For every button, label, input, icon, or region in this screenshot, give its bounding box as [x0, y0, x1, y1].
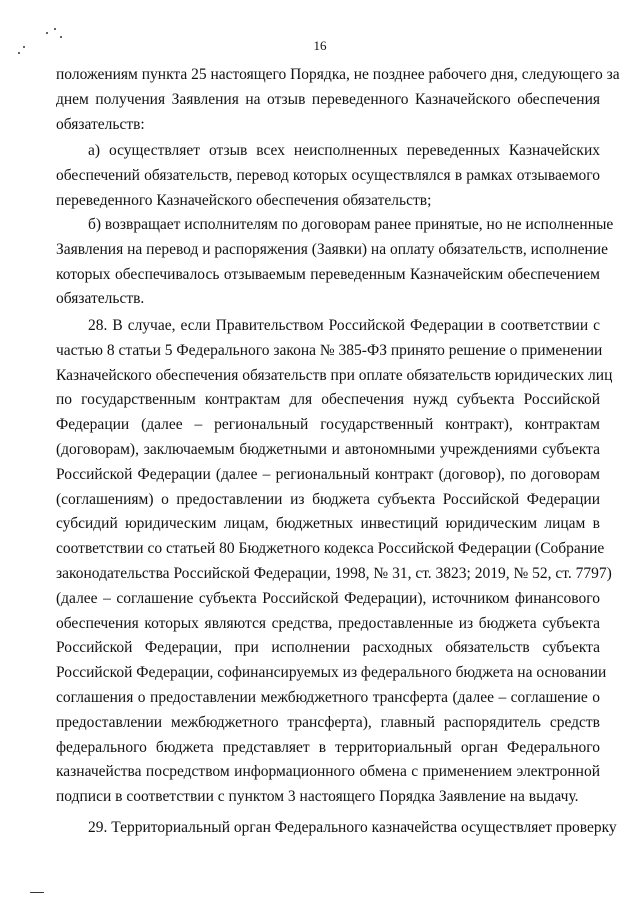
text-line: Заявления на перевод и распоряжения (Заявки) на оплату обязательств, исполнение: [56, 240, 608, 258]
paragraph-item-b: [56, 213, 614, 312]
text-line: 28. В случае, если Правительством Российской Федерации в соответствии с: [88, 317, 600, 334]
text-line: соглашения о предоставлении межбюджетного трансферта (далее – соглашение о: [56, 688, 600, 706]
text-line: федерального бюджета представляет в территориальный орган Федерального: [56, 738, 600, 756]
scan-speck: [46, 32, 48, 34]
text-line: б) возвращает исполнителям по договорам ранее принятые, но не исполненные: [88, 216, 614, 233]
text-line: законодательства Российской Федерации, 1998, № 31, ст. 3823; 2019, № 52, ст. 7797): [56, 564, 612, 582]
text-line: (договорам), заключаемым бюджетными и автономными учреждениями субъекта: [56, 440, 600, 458]
text-line: переведенного Казначейского обеспечения обязательств;: [56, 191, 432, 209]
text-line: Российской Федерации, софинансируемых из федерального бюджета на основании: [56, 664, 607, 682]
text-line: которых обеспечивалось отзываемым переведенным Казначейским обеспечением: [56, 265, 600, 283]
text-line: положениям пункта 25 настоящего Порядка, не позднее рабочего дня, следующего за: [56, 66, 620, 83]
text-line: обязательств.: [56, 290, 145, 308]
text-line: обязательств:: [56, 115, 145, 133]
text-line: (соглашениям) о предоставлении из бюджета субъекта Российской Федерации: [56, 490, 600, 508]
text-line: Российской Федерации, при исполнении расходных обязательств субъекта: [56, 639, 600, 657]
text-line: (далее – соглашение субъекта Российской Федерации), источником финансового: [56, 589, 600, 607]
text-line: предоставлении межбюджетного трансферта), главный распорядитель средств: [56, 713, 600, 731]
paragraph-item-a: [56, 139, 600, 213]
text-line: частью 8 статьи 5 Федерального закона № 385-ФЗ принято решение о применении: [56, 341, 603, 359]
scan-speck: [54, 28, 56, 30]
scan-speck: [30, 892, 44, 893]
text-line: Российской Федерации (далее – региональный контракт (договор), по договорам: [56, 465, 600, 483]
text-line: обеспечения которых являются средства, предоставленные из бюджета субъекта: [56, 614, 600, 632]
text-line: днем получения Заявления на отзыв переведенного Казначейского обеспечения: [56, 90, 600, 108]
text-line: подписи в соответствии с пунктом 3 настоящего Порядка Заявление на выдачу.: [56, 788, 579, 806]
text-line: соответствии со статьей 80 Бюджетного кодекса Российской Федерации (Собрание: [56, 540, 605, 558]
paragraph-intro: [56, 63, 620, 137]
text-line: Федерации (далее – региональный государственный контракт), контрактам: [56, 416, 600, 434]
text-line: казначейства посредством информационного обмена с применением электронной: [56, 763, 600, 781]
page-number: 16: [313, 38, 327, 53]
text-line: а) осуществляет отзыв всех неисполненных переведенных Казначейских: [88, 142, 600, 159]
text-line: Казначейского обеспечения обязательств при оплате обязательств юридических лиц: [56, 366, 613, 384]
paragraph-item-29: [56, 816, 617, 841]
text-line: обеспечений обязательств, перевод которых осуществлялся в рамках отзываемого: [56, 166, 600, 184]
text-line: субсидий юридическим лицам, бюджетных инвестиций юридическим лицам в: [56, 515, 600, 533]
text-line: 29. Территориальный орган Федерального казначейства осуществляет проверку: [88, 819, 617, 836]
text-line: по государственным контрактам для обеспечения нужд субъекта Российской: [56, 391, 600, 409]
paragraph-item-28: [56, 314, 613, 810]
